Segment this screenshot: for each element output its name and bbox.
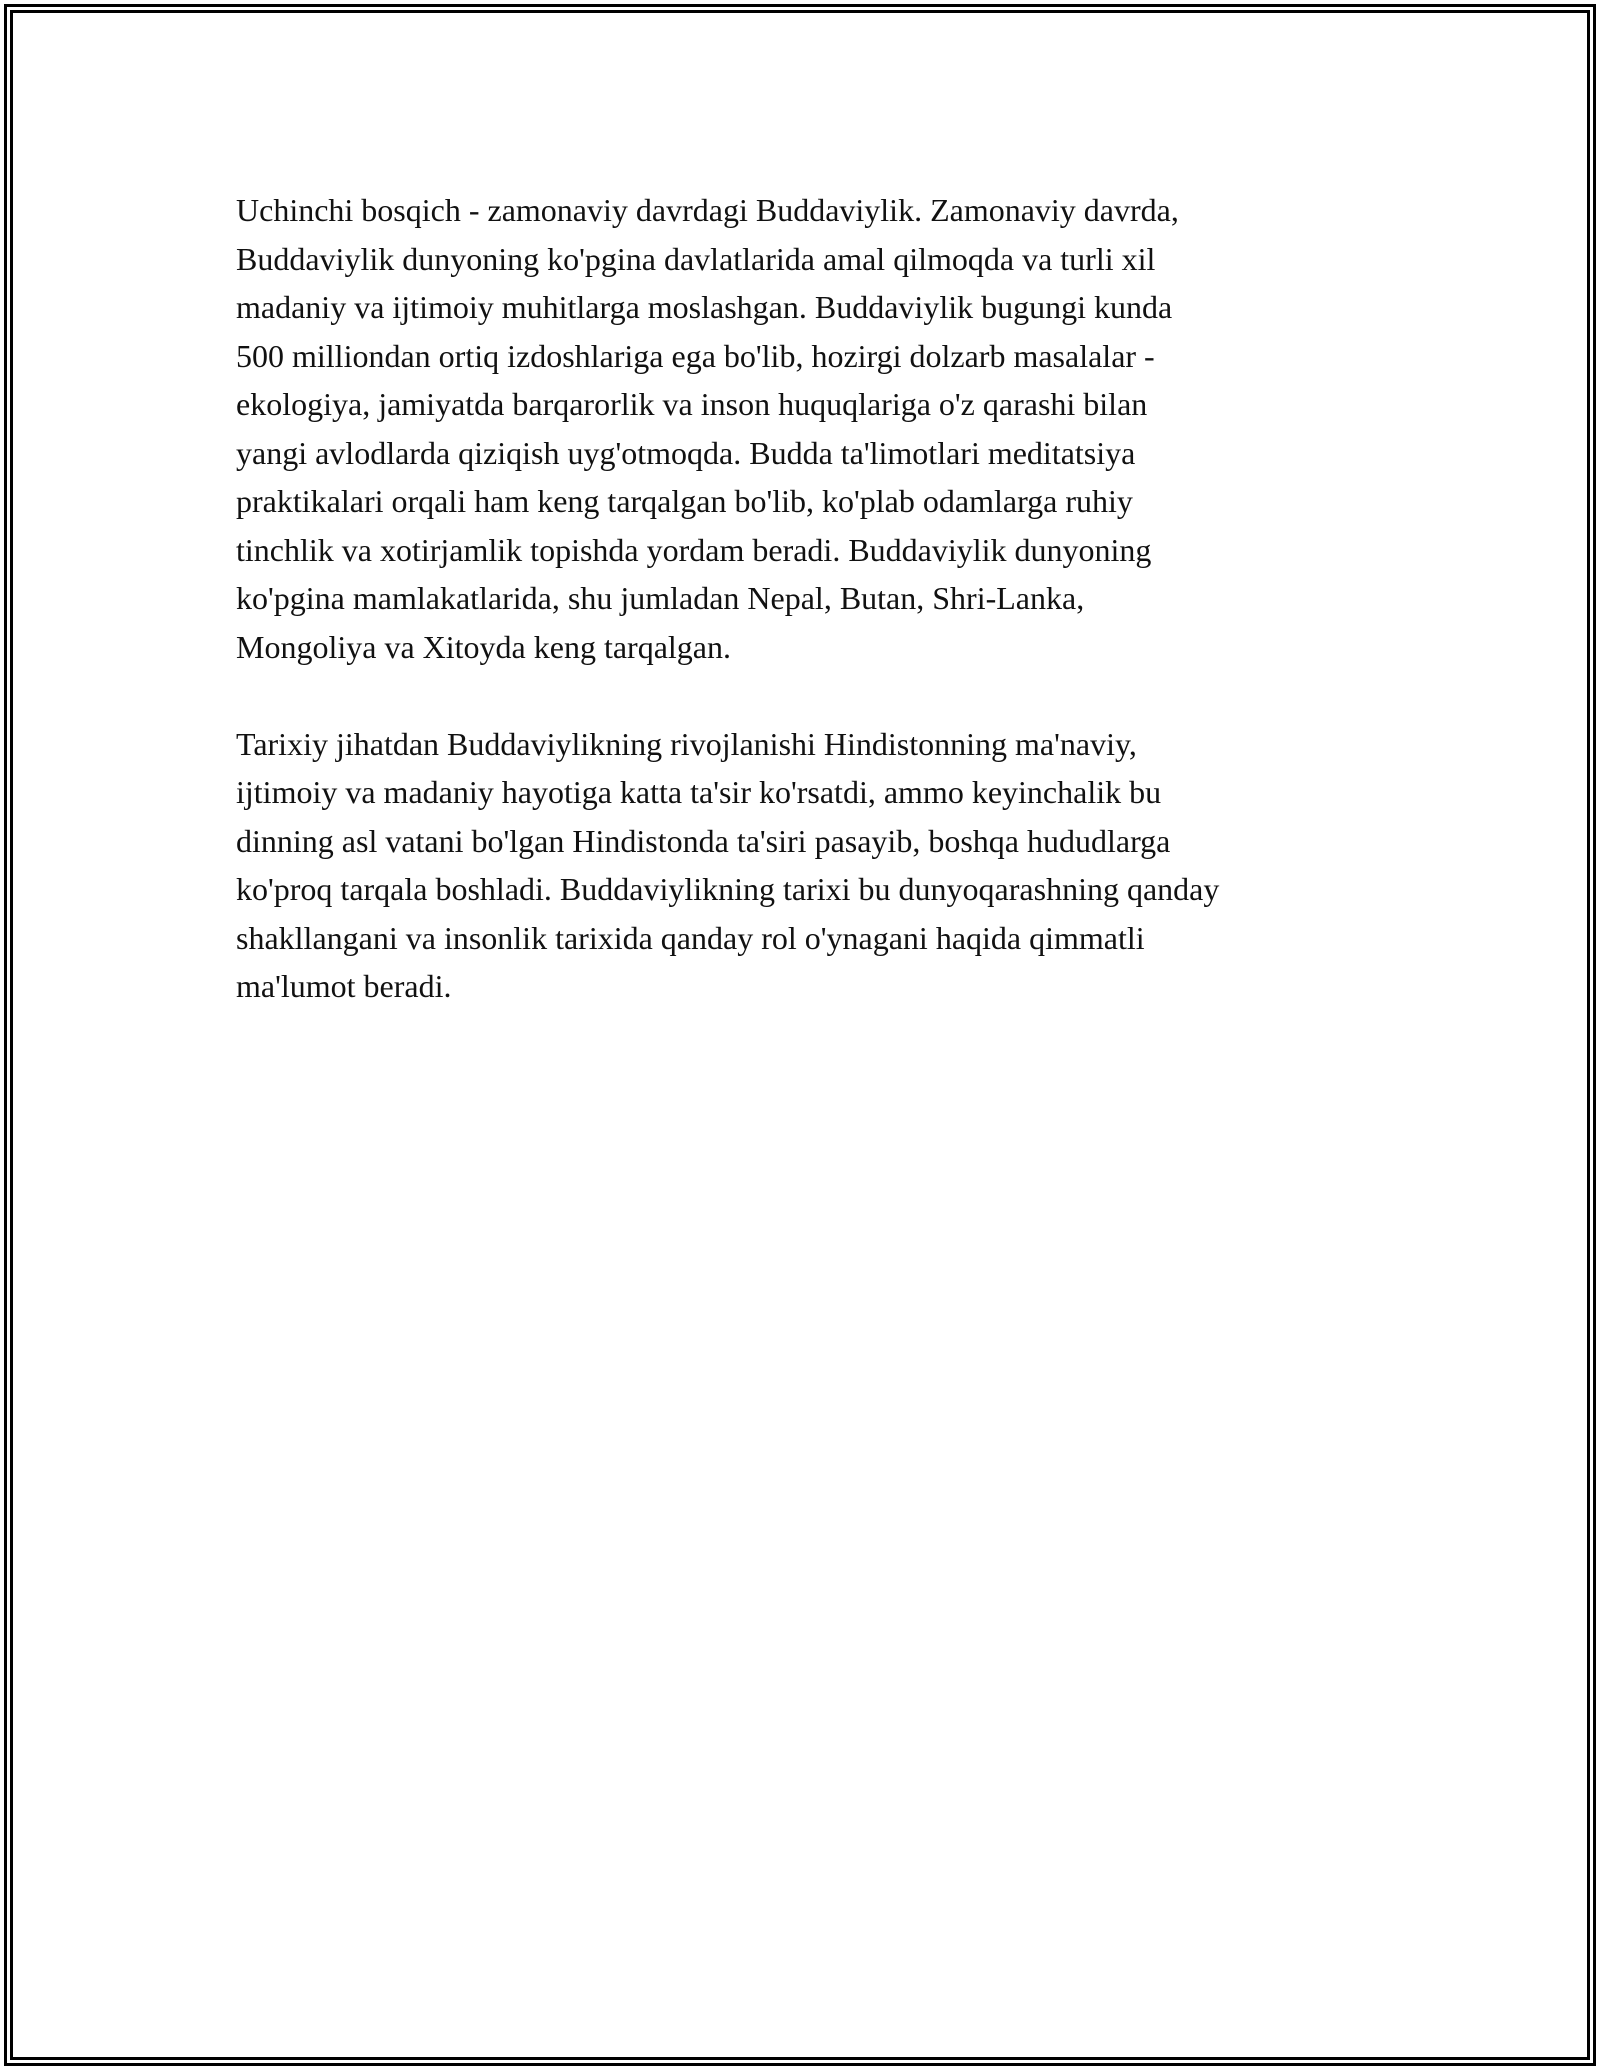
document-body (236, 186, 1366, 1059)
paragraph-modern-buddhism: Uchinchi bosqich - zamonaviy davrdagi Buddaviylik. Zamonaviy davrda, Buddaviylik dunyoning ko'pgina davlatlarida amal qilmoqda va turli xil madaniy va ijtimoiy muhitlarga moslashgan. Buddaviylik bugungi kunda 500 milliondan ortiq izdoshlariga ega bo'lib, hozirgi dolzarb masalalar - ekologiya, jamiyatda barqarorlik va inson huquqlariga o'z qarashi bilan yangi avlodlarda qiziqish uyg'otmoqda. Budda ta'limotlari meditatsiya praktikalari orqali ham keng tarqalgan bo'lib, ko'plab odamlarga ruhiy tinchlik va xotirjamlik topishda yordam beradi. Buddaviylik dunyoning ko'pgina mamlakatlarida, shu jumladan Nepal, Butan, Shri-Lanka, Mongoliya va Xitoyda keng tarqalgan. (236, 192, 1179, 665)
paragraph-historical-development: Tarixiy jihatdan Buddaviylikning rivojlanishi Hindistonning ma'naviy, ijtimoiy va madaniy hayotiga katta ta'sir ko'rsatdi, ammo keyinchalik bu dinning asl vatani bo'lgan Hindistonda ta'siri pasayib, boshqa hududlarga ko'proq tarqala boshladi. Buddaviylikning tarixi bu dunyoqarashning qanday shakllangani va insonlik tarixida qanday rol o'ynagani haqida qimmatli ma'lumot beradi. (236, 725, 1220, 1004)
